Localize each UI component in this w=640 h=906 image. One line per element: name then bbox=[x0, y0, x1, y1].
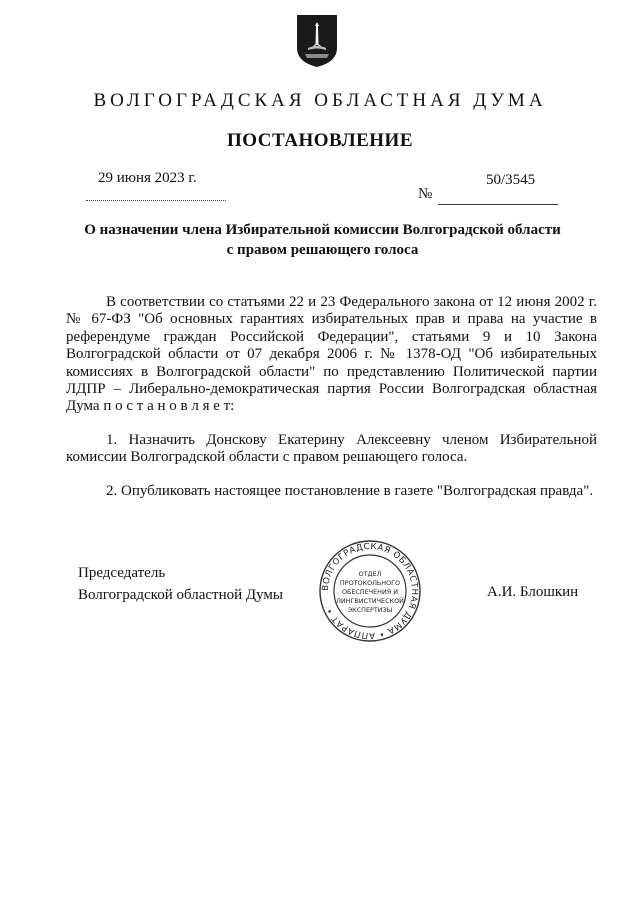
stamp-ring-text: ВОЛГОГРАДСКАЯ ОБЛАСТНАЯ ДУМА • АППАРАТ • bbox=[320, 541, 420, 641]
signatory-title bbox=[78, 562, 283, 606]
stamp-line-3: ОБЕСПЕЧЕНИЯ И bbox=[341, 588, 399, 596]
document-date: 29 июня 2023 г. bbox=[98, 170, 197, 186]
preamble-paragraph: В соответствии со статьями 22 и 23 Федерального закона от 12 июня 2002 г. № 67-ФЗ "Об основных гарантиях избирательных прав и права на участие в референдуме граждан Российской Федерации", статьями 9 и 10 Закона Волгоградской области от 07 декабря 2006 г. № 1378-ОД "Об избирательных комиссиях в Волгоградской области" по представлению Политической партии ЛДПР – Либерально-демократическая партия России Волгоградская областная Дума п о с т а н о в л я е т: bbox=[66, 294, 597, 415]
signatory-name: А.И. Блошкин bbox=[487, 584, 579, 600]
official-stamp bbox=[318, 538, 422, 644]
stamp-line-2: ПРОТОКОЛЬНОГО bbox=[339, 579, 401, 587]
resolution-item-2: 2. Опубликовать настоящее постановление в газете "Волгоградская правда". bbox=[106, 483, 594, 499]
document-type: ПОСТАНОВЛЕНИЕ bbox=[226, 130, 414, 151]
subject-line-2: с правом решающего голоса bbox=[226, 242, 419, 258]
resolution-item-1: 1. Назначить Донскову Екатерину Алексеевну членом Избирательной комиссии Волгоградской области с правом решающего голоса. bbox=[66, 432, 597, 466]
signatory-title-line-1: Председатель bbox=[78, 565, 166, 581]
document-subject bbox=[60, 220, 585, 260]
signatory-title-line-2: Волгоградской областной Думы bbox=[78, 587, 283, 603]
document-number: 50/3545 bbox=[486, 172, 536, 188]
date-underline bbox=[86, 200, 226, 201]
stamp-line-1: ОТДЕЛ bbox=[358, 570, 382, 578]
number-sign: № bbox=[418, 186, 433, 202]
regional-emblem-icon bbox=[296, 14, 338, 68]
subject-line-1: О назначении члена Избирательной комиссии Волгоградской области bbox=[84, 222, 561, 238]
number-underline bbox=[438, 204, 558, 205]
stamp-line-4: ЛИНГВИСТИЧЕСКОЙ bbox=[336, 597, 404, 605]
stamp-line-5: ЭКСПЕРТИЗЫ bbox=[347, 606, 393, 614]
organization-title: ВОЛГОГРАДСКАЯ ОБЛАСТНАЯ ДУМА bbox=[93, 90, 547, 111]
